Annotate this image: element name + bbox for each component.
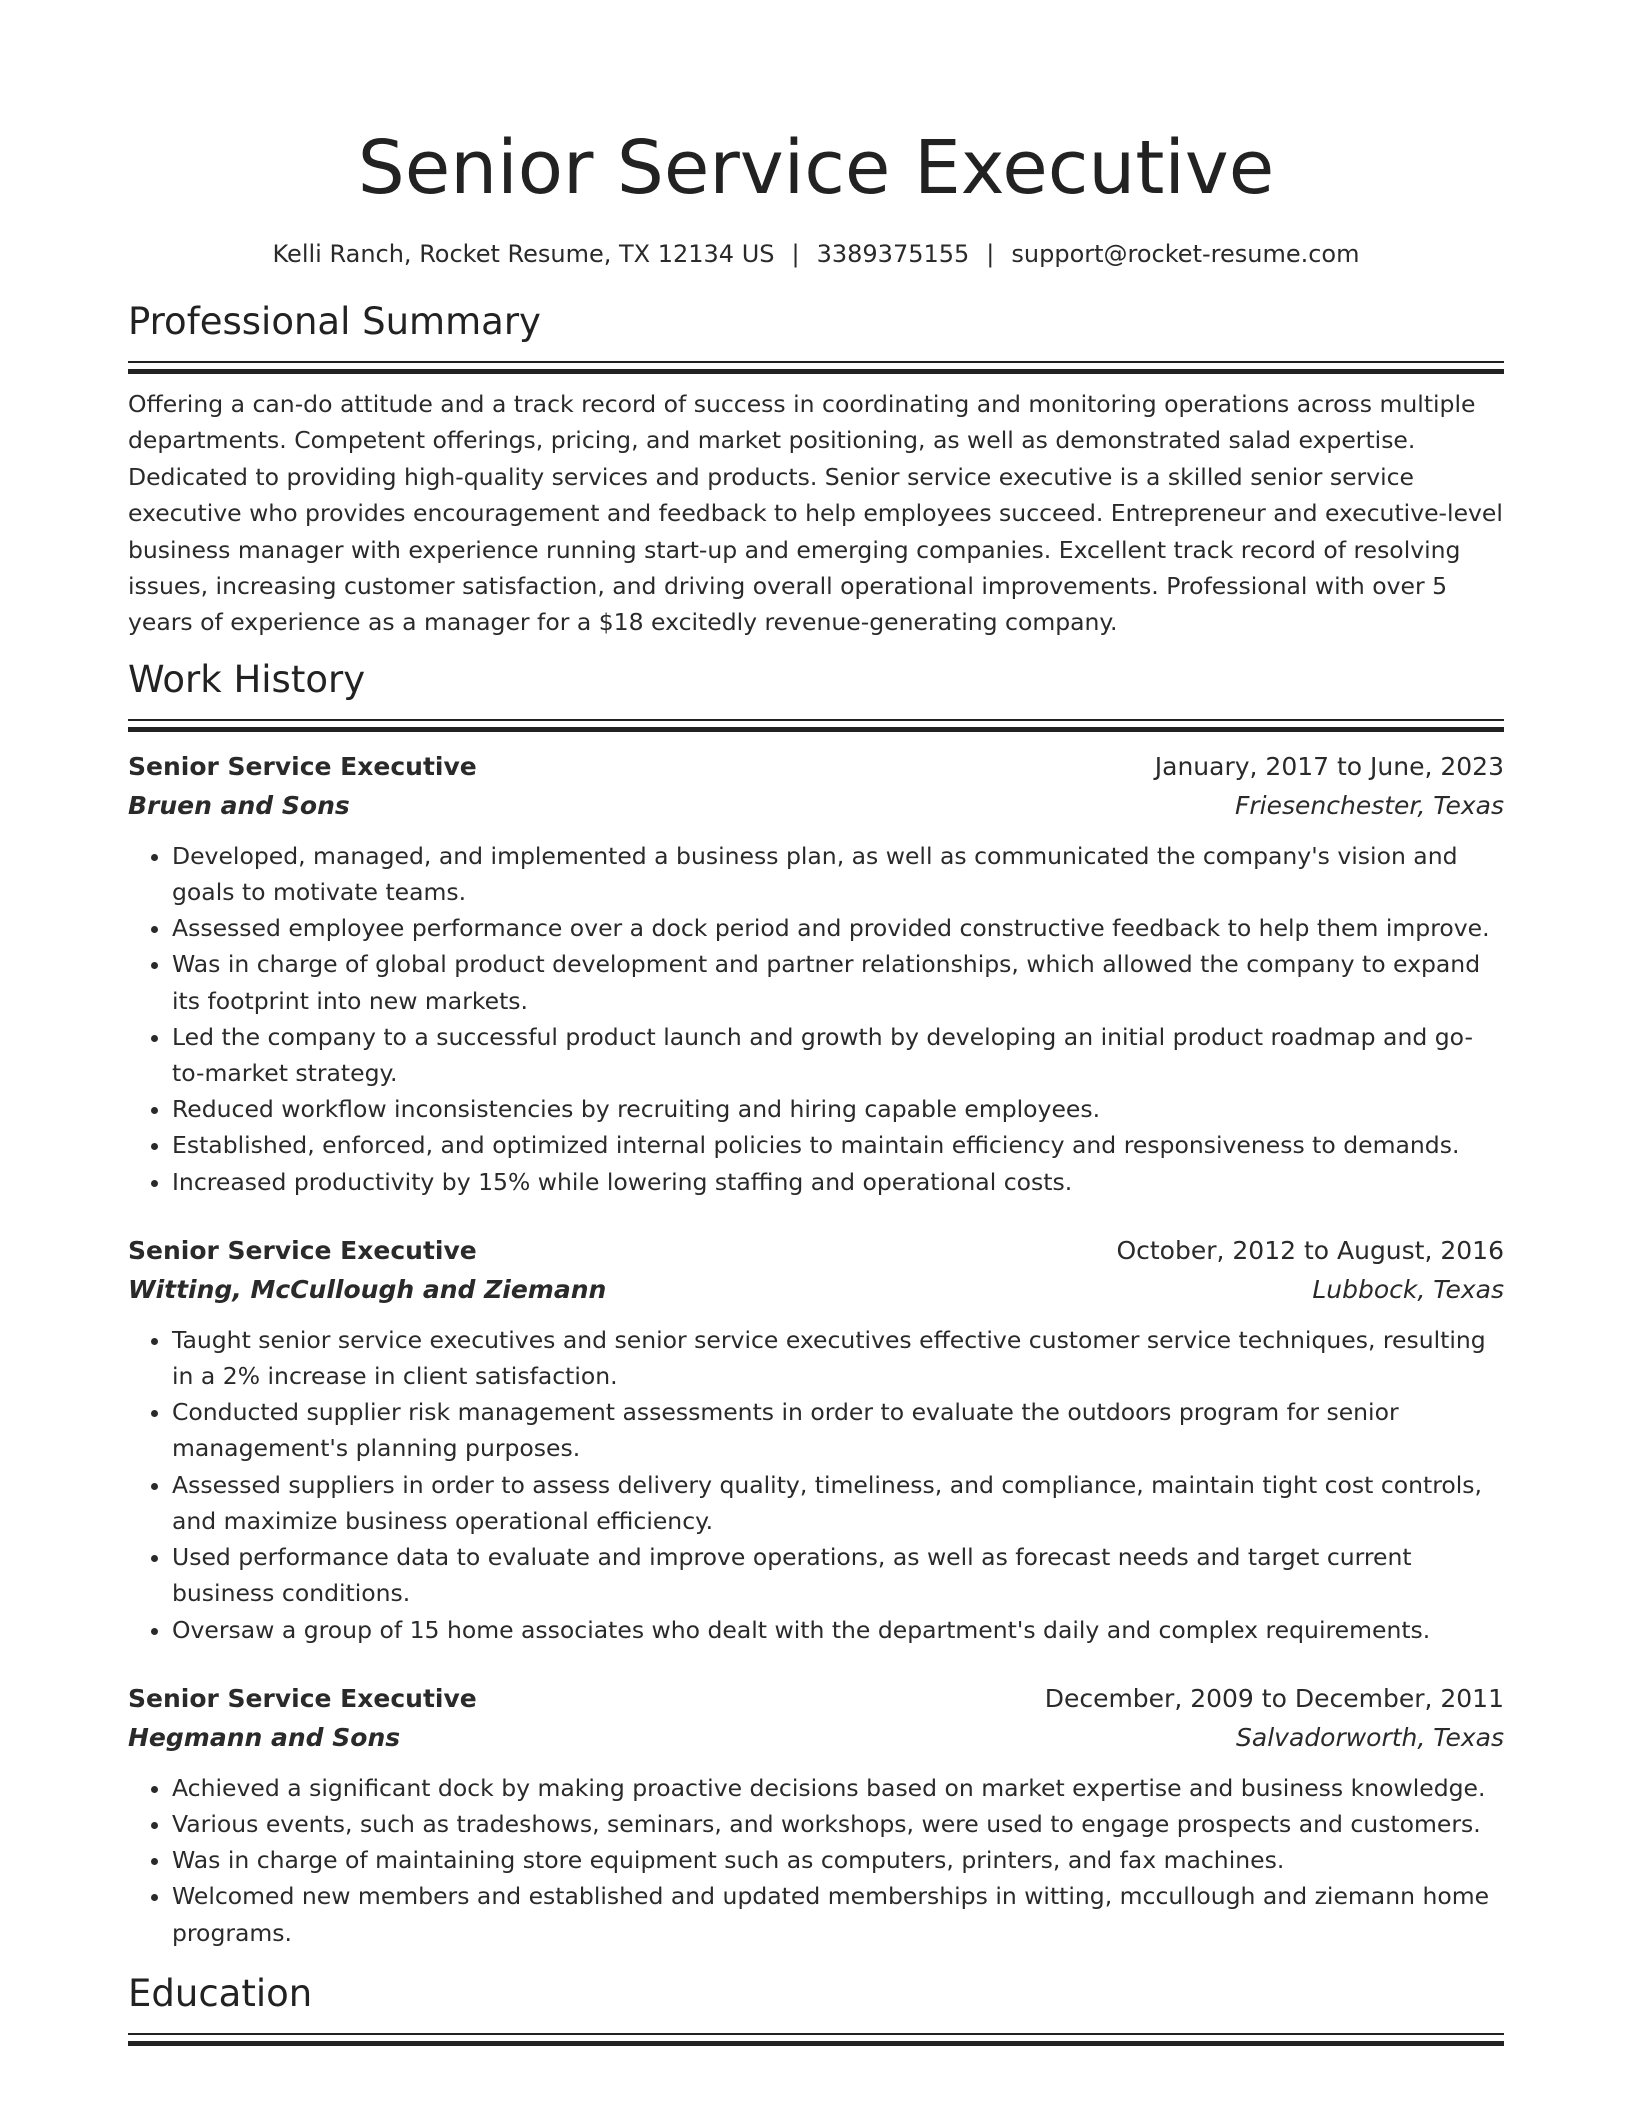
- job-header-row: [128, 748, 1504, 786]
- contact-address: Kelli Ranch, Rocket Resume, TX 12134 US: [272, 240, 775, 268]
- job-bullet: • Various events, such as tradeshows, seminars, and workshops, were used to engage prospects and customers.: [172, 1806, 1504, 1842]
- job-dates: January, 2017 to June, 2023: [1154, 751, 1504, 781]
- job-bullet: • Conducted supplier risk management assessments in order to evaluate the outdoors program for senior management's planning purposes.: [172, 1394, 1504, 1466]
- job-bullet: • Developed, managed, and implemented a business plan, as well as communicated the company's vision and goals to motivate teams.: [172, 838, 1504, 910]
- job-bullet: • Achieved a significant dock by making proactive decisions based on market expertise and business knowledge.: [172, 1770, 1504, 1806]
- job-header-row: [128, 1680, 1504, 1718]
- job-subheader-row: [128, 786, 1504, 826]
- resume-title: Senior Service Executive: [357, 125, 1275, 211]
- job-company: Bruen and Sons: [128, 790, 350, 820]
- job-bullet: • Established, enforced, and optimized internal policies to maintain efficiency and responsiveness to demands.: [172, 1127, 1504, 1163]
- contact-phone: 3389375155: [816, 240, 970, 268]
- job-bullet: • Oversaw a group of 15 home associates who dealt with the department's daily and complex requirements.: [172, 1612, 1504, 1648]
- job-title: Senior Service Executive: [128, 1235, 477, 1265]
- job-company: Hegmann and Sons: [128, 1722, 401, 1752]
- job-entry: [128, 748, 1504, 1200]
- section-divider: [128, 361, 1504, 374]
- education-section: [128, 1969, 1504, 2046]
- job-dates: October, 2012 to August, 2016: [1116, 1235, 1504, 1265]
- job-bullet: • Assessed employee performance over a dock period and provided constructive feedback to help them improve.: [172, 910, 1504, 946]
- job-title: Senior Service Executive: [128, 751, 477, 781]
- job-bullet-list: [128, 838, 1504, 1200]
- section-divider: [128, 719, 1504, 732]
- section-heading-summary: Professional Summary: [128, 300, 541, 343]
- job-entry: [128, 1232, 1504, 1648]
- contact-email: support@rocket-resume.com: [1011, 240, 1360, 268]
- job-bullet: • Reduced workflow inconsistencies by recruiting and hiring capable employees.: [172, 1091, 1504, 1127]
- job-dates: December, 2009 to December, 2011: [1044, 1683, 1504, 1713]
- job-bullet: • Was in charge of maintaining store equipment such as computers, printers, and fax machines.: [172, 1842, 1504, 1878]
- job-bullet: • Welcomed new members and established and updated memberships in witting, mccullough and ziemann home programs.: [172, 1878, 1504, 1950]
- job-bullet: • Assessed suppliers in order to assess delivery quality, timeliness, and compliance, maintain tight cost controls, and maximize business operational efficiency.: [172, 1467, 1504, 1539]
- resume-page: [128, 0, 1504, 2046]
- summary-text: Offering a can-do attitude and a track record of success in coordinating and monitoring operations across multiple departments. Competent offerings, pricing, and market positioning, as well as demonstrated salad expertise. Dedicated to providing high-quality services and products. Senior service executive is a skilled senior service executive who provides encouragement and feedback to help employees succeed. Entrepreneur and executive-level business manager with experience running start-up and emerging companies. Excellent track record of resolving issues, increasing customer satisfaction, and driving overall operational improvements. Professional with over 5 years of experience as a manager for a $18 excitedly revenue-generating company.: [128, 390, 1503, 637]
- job-bullet: • Increased productivity by 15% while lowering staffing and operational costs.: [172, 1164, 1504, 1200]
- job-bullet: • Was in charge of global product development and partner relationships, which allowed the company to expand its footprint into new markets.: [172, 946, 1504, 1018]
- job-location: Salvadorworth, Texas: [1236, 1722, 1504, 1752]
- job-title: Senior Service Executive: [128, 1683, 477, 1713]
- job-bullet: • Led the company to a successful product launch and growth by developing an initial product roadmap and go-to-market strategy.: [172, 1019, 1504, 1091]
- job-bullet: • Used performance data to evaluate and improve operations, as well as forecast needs and target current business conditions.: [172, 1539, 1504, 1611]
- summary-section: [128, 297, 1504, 641]
- work-history-section: [128, 655, 1504, 1951]
- job-bullet: • Taught senior service executives and senior service executives effective customer service techniques, resulting in a 2% increase in client satisfaction.: [172, 1322, 1504, 1394]
- contact-separator: |: [791, 240, 800, 268]
- job-location: Lubbock, Texas: [1312, 1274, 1504, 1304]
- job-subheader-row: [128, 1270, 1504, 1310]
- section-heading-education: Education: [128, 1971, 313, 2015]
- section-divider: [128, 2033, 1504, 2046]
- job-subheader-row: [128, 1718, 1504, 1758]
- job-header-row: [128, 1232, 1504, 1270]
- section-heading-work-history: Work History: [128, 657, 366, 701]
- job-company: Witting, McCullough and Ziemann: [128, 1274, 607, 1304]
- job-bullet-list: [128, 1322, 1504, 1648]
- job-location: Friesenchester, Texas: [1235, 790, 1504, 820]
- job-bullet-list: [128, 1770, 1504, 1951]
- job-entry: [128, 1680, 1504, 1951]
- contact-separator: |: [986, 240, 995, 268]
- contact-line: [128, 238, 1504, 270]
